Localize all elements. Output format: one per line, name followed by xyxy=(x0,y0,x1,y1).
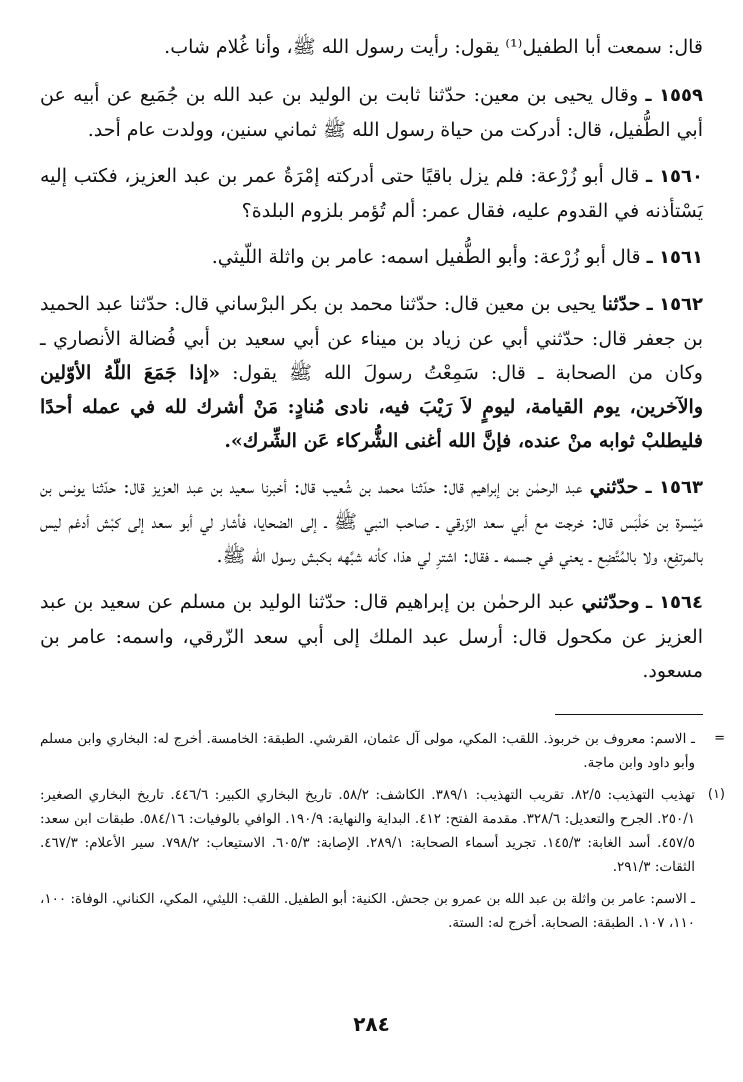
narration-keyword: وحدّثني xyxy=(581,591,640,613)
footnote-1 xyxy=(40,783,725,879)
paragraph-continuation: قال: سمعت أبا الطفيل⁽¹⁾ يقول: رأيت رسول الله ﷺ، وأنا غُلام شاب. xyxy=(164,36,703,58)
paragraph-1559 xyxy=(40,78,703,147)
paragraph-number: ١٥٦٤ ـ xyxy=(646,592,704,613)
paragraph-text: قال أبو زُرْعة: فلم يزل باقيًا حتى أدركته إمْرَةُ عمر بن عبد العزيز، فكتب إليه يَسْتأذنه في القدوم عليه، فقال عمر: ألم تُؤمر بلزوم البلدة؟ xyxy=(40,165,703,222)
paragraph-text: يحيى بن معين قال: حدّثنا محمد بن بكر البرْساني قال: حدّثنا عبد الحميد بن جعفر قال: حدّثني أبي عن زياد بن ميناء عن أبي سعيد بن أبي فُضالة الأنصاري ـ وكان من الصحابة ـ قال: سَمِعْتُ رسولَ الله ﷺ يقول: xyxy=(40,293,703,384)
footnotes xyxy=(40,727,725,935)
main-text xyxy=(40,30,703,688)
paragraph-text: عبد الرحمٰن بن إبراهيم قال: حدّثنا الوليد بن مسلم عن سعيد بن عبد العزيز عن مكحول قال: أرسل عبد الملك إلى أبي سعد الزّرقي، واسمه: عامر بن مسعود. xyxy=(40,591,703,682)
paragraph-number: ١٥٦٣ ـ xyxy=(645,477,703,498)
paragraph-number: ١٥٥٩ ـ xyxy=(645,85,704,106)
paragraph-1561 xyxy=(40,240,703,275)
hadith-text: «إذا جَمَعَ اللّهُ الأوّلين والآخرين، يوم القيامة، ليومٍ لاَ رَيْبَ فيه، نادى مُنادٍ: مَنْ أشرك لله في عمله أحدًا فليطلبْ ثوابه منْ عنده، فإنَّ الله أغنى الشُّركاء عَن الشِّرك». xyxy=(40,362,703,452)
footnote-continuation xyxy=(40,727,725,775)
paragraph-1562 xyxy=(40,287,703,458)
narration-keyword: حدّثنا xyxy=(601,293,641,315)
page-body xyxy=(40,30,725,943)
page-number: ٢٨٤ xyxy=(353,1012,390,1036)
footnote-biography xyxy=(40,887,703,935)
footnote-marker: = xyxy=(714,731,725,746)
footnote-text: تهذيب التهذيب: ٨٢/٥. تقريب التهذيب: ٣٨٩/١. الكاشف: ٥٨/٢. تاريخ البخاري الكبير: ٤٤٦/٦. تاريخ البخاري الصغير: ٢٥٠/١. الجرح والتعديل: ٣٢٨/٦. مقدمة الفتح: ٤١٢. البداية والنهاية: ١٩٠/٩. الوافي بالوفيات: ٥٨٤/١٦. طبقات ابن سعد: ٤٥٧/٥. أسد الغابة: ١٤٥/٣. تجريد أسماء الصحابة: ٢٨٩/١. الإصابة: ٦٠٥/٣. الاستيعاب: ٧٩٨/٢. سير الأعلام: ٤٦٧/٣. الثقات: ٢٩١/٣. xyxy=(40,787,696,875)
footnote-text: ـ الاسم: معروف بن خربوذ. اللقب: المكي، مولى آل عثمان، القرشي. الطبقة: الخامسة. أخرج له: البخاري وابن مسلم وأبو داود وابن ماجة. xyxy=(40,731,695,771)
footnote-text: ـ الاسم: عامر بن واثلة بن عبد الله بن عمرو بن جحش. الكنية: أبو الطفيل. اللقب: الليثي، المكي، الكناني. الوفاة: ١٠٠، ١١٠، ١٠٧. الطبقة: الصحابة. أخرج له: الستة. xyxy=(40,891,695,931)
paragraph-text: عبد الرحمٰن بن إبراهيم قال: حدّثنا محمد بن شُعيب قال: أخبرنا سعيد بن عبد العزيز قال: حدّثنا يونس بن مَيْسرة بن حَلْبَس قال: خرجت مع أبي سعد الزّرقي ـ صاحب النبي ﷺ ـ إلى الضحايا، فأشار لي أبو سعد إلى كبْش أدغم ليس بالمرتفِع، ولا بالمُتَّضِع ـ يعني في جسمه ـ فقال: اشترِ لي هذا، كأنه شبَّهه بكبش رسول الله ﷺ. xyxy=(40,476,703,567)
footnote-marker: (١) xyxy=(707,787,725,802)
paragraph-1560 xyxy=(40,159,703,228)
paragraph-1563 xyxy=(40,470,703,573)
narration-keyword: حدّثني xyxy=(589,476,639,498)
paragraph-text: قال أبو زُرْعة: وأبو الطُّفيل اسمه: عامر بن واثلة اللّيثي. xyxy=(211,246,641,268)
paragraph-1564 xyxy=(40,585,703,688)
footnote-divider xyxy=(555,714,703,715)
paragraph-number: ١٥٦٢ ـ xyxy=(646,294,704,315)
paragraph-number: ١٥٦٠ ـ xyxy=(645,166,704,187)
paragraph-number: ١٥٦١ ـ xyxy=(646,247,703,268)
paragraph-text: وقال يحيى بن معين: حدّثنا ثابت بن الوليد بن عبد الله بن جُمَيع عن أبيه عن أبي الطُّفيل، قال: أدركت من حياة رسول الله ﷺ ثماني سنين، وولدت عام أحد. xyxy=(40,84,703,141)
